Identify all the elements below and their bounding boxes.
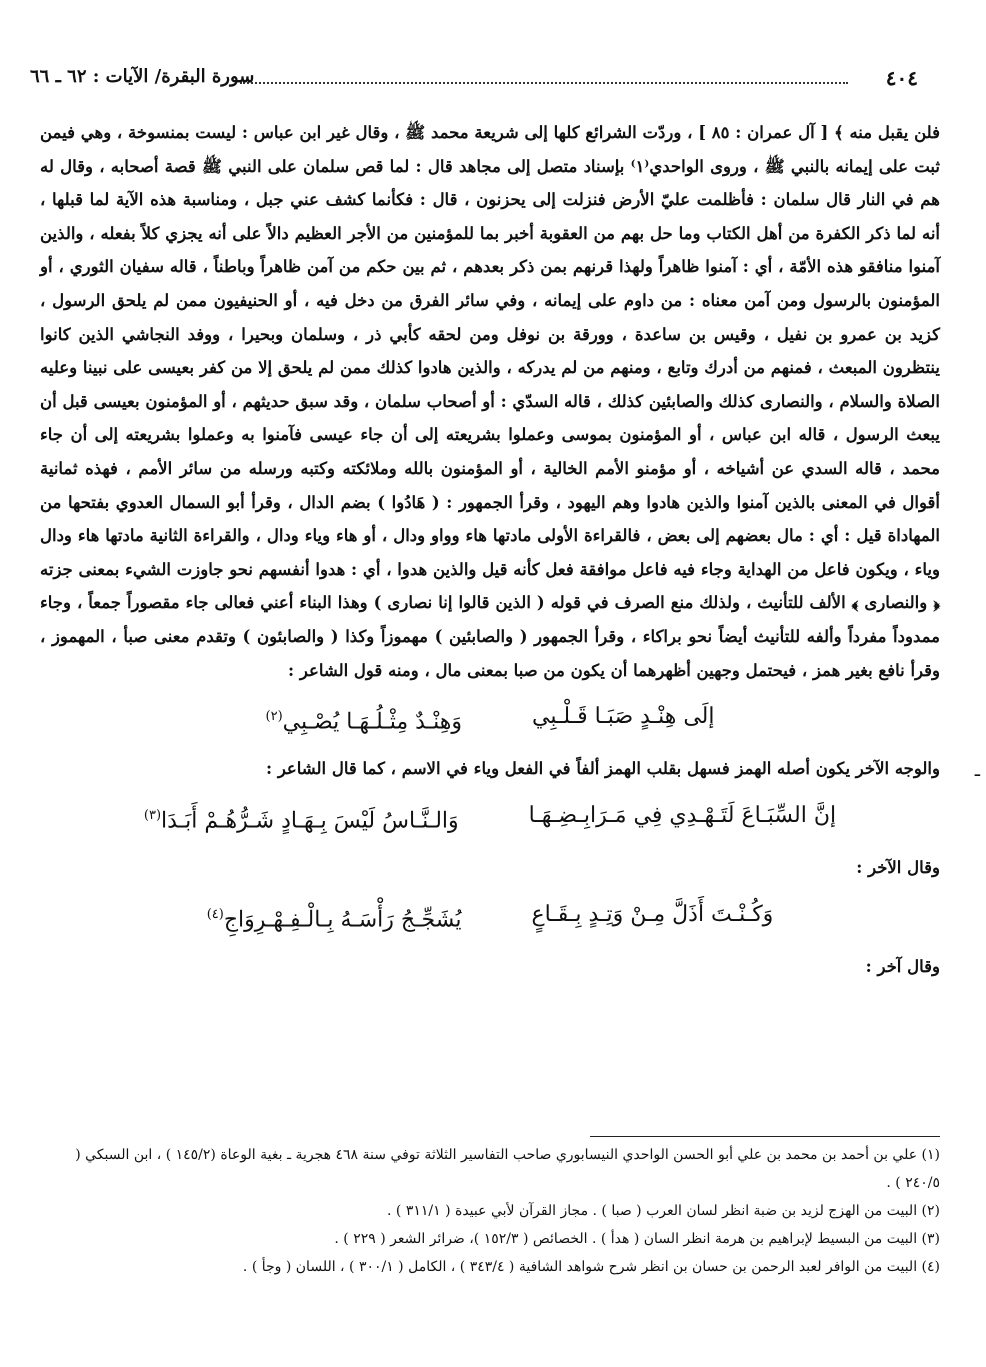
verse-2-second-text: وَالـنَّـاسُ لَيْسَ بِـهَـادٍ شَـرُّهُـمْ أَبَـدَا [161,808,459,834]
verse-3-intro: وقال الآخر : [856,858,940,878]
verse-3-first-hemistich: وَكُـنْـتَ أَذَلَّ مِـنْ وَتِـدٍ بِـقَـاعٍ [531,901,774,927]
footnote-ref-3: (٣) [143,808,162,824]
verse-1-second-text: وَهِنْـدٌ مِثْـلُـهَـا يُصْـبِي [282,709,462,735]
verse-1-second-hemistich [266,695,463,744]
verse-3 [40,893,940,942]
verse-2-first-hemistich: إنَّ السِّبَـاعَ لَتَـهْـدِي فِي مَـرَابِـضِـهَـا [528,803,837,829]
footnotes [40,1136,940,1281]
verse-3-second-hemistich [207,893,462,942]
verse-2-second-hemistich [144,794,459,843]
margin-mark: ـ [974,760,980,781]
main-text [40,116,940,984]
verse-3-second-text: يُشَجِّـجُ رَأْسَـهُ بِـالْـفِـهْـرِوَاجِ [223,907,462,933]
verse-1-first-hemistich: إلَى هِنْـدٍ صَبَـا قَـلْـبِي [532,704,715,730]
body-text-2: والوجه الآخر يكون أصله الهمز فسهل بقلب الهمز ألفاً في الفعل وياء في الاسم ، كما قال الشاعر : [265,759,940,779]
footnote-separator [590,1136,940,1137]
page-number: ٤٠٤ [885,66,918,90]
footnote-ref-4: (٤) [206,906,224,922]
footnote-ref-2: (٢) [265,709,283,725]
verse-4-intro: وقال آخر : [865,957,940,977]
header-leader-dots [240,70,848,84]
footnote-4: (٤) البيت من الوافر لعبد الرحمن بن حسان بن انظر شرح شواهد الشافية ( ٣٤٣/٤ ) ، الكامل ( ٣٠٠/١ ) ، اللسان ( وجأ ) . [242,1259,940,1275]
header-title: سورة البقرة/ الآيات : ٦٢ ـ ٦٦ [30,66,255,87]
footnote-3: (٣) البيت من البسيط لإبراهيم بن هرمة انظر السان ( هدأ ) . الخصائص ( ١٥٢/٣ )، ضرائر الشعر ( ٢٢٩ ) . [334,1231,940,1247]
running-header [30,62,918,98]
footnote-2: (٢) البيت من الهزج لزيد بن ضبة انظر لسان العرب ( صبا ) . مجاز القرآن لأبي عبيدة ( ٣١١/١ ) . [387,1203,940,1219]
verse-1 [40,695,940,744]
footnote-1: (١) علي بن أحمد بن محمد بن علي أبو الحسن الواحدي النيسابوري صاحب التفاسير الثلاثة توفي سنة ٤٦٨ هجرية ـ بغية الوعاة (١٤٥/٢ ) ، ابن السبكي ( ٢٤٠/٥ ) . [75,1147,940,1191]
body-paragraph: فلن يقبل منه ﴾ [ آل عمران : ٨٥ ] ، وردّت الشرائع كلها إلى شريعة محمد ﷺ ، وقال غير ابن عباس : ليست بمنسوخة ، وهي فيمن ثبت على إيمانه بالنبي ﷺ ، وروى الواحدي⁽١⁾ بإسناد متصل إلى مجاهد قال : لما قص سلمان على النبي ﷺ قصة أصحابه ، وقال له هم في النار قال سلمان : فأظلمت عليّ الأرض فنزلت إلى يحزنون ، قال : فكأنما كشف عني جبل ، ومناسبة هذه الآية لما قبلها ، أنه لما ذكر الكفرة من أهل الكتاب وما حل بهم من العقوبة أخبر بما للمؤمنين من الأجر العظيم دالاً على أنه يجزي كلاً بفعله ، والذين آمنوا منافقو هذه الأمّة ، أي : آمنوا ظاهراً ولهذا قرنهم بمن ذكر بعدهم ، ثم بين حكم من آمن ظاهراً وباطناً ، قاله سفيان الثوري ، أو المؤمنون بالرسول ومن آمن معناه : من داوم على إيمانه ، وفي سائر الفرق من دخل فيه ، أو الحنيفيون ممن لم يلحق الرسول ، كزيد بن عمرو بن نفيل ، وقيس بن ساعدة ، وورقة بن نوفل ومن لحقه كأبي ذر ، وسلمان وبحيرا ، ووفد النجاشي الذين كانوا ينتظرون المبعث ، فمنهم من أدرك وتابع ، ومنهم من لم يدركه ، والذين هادوا كذلك ممن لم يلحق إلا من كفر بعيسى على نبينا وعليه الصلاة والسلام ، والنصارى كذلك والصابئين كذلك ، قاله السدّي : أو أصحاب سلمان ، وقد سبق حديثهم ، أو المؤمنون بعيسى قبل أن يبعث الرسول ، قاله ابن عباس ، أو المؤمنون بموسى وعملوا بشريعته إلى أن جاء عيسى فآمنوا به وعملوا بشريعته إلى أن جاء محمد ، قاله السدي عن أشياخه ، أو مؤمنو الأمم الخالية ، أو المؤمنون بالله وملائكته وكتبه ورسله من سائر الأمم ، فهذه ثمانية أقوال في المعنى بالذين آمنوا والذين هادوا وهم اليهود ، وقرأ الجمهور : ( هَادُوا ) بضم الدال ، وقرأ أبو السمال العدوي بفتحها من المهاداة قيل : أي : مال بعضهم إلى بعض ، فالقراءة الأولى مادتها هاء وواو ودال ، أو هاء وياء ودال ، والقراءة الثانية مادتها هاء ودال وياء ، ويكون فاعل من الهداية وجاء فيه فاعل موافقة فعل كأنه قيل والذين هدوا ، أي : هدوا أنفسهم نحو جاوزت الشيء بمعنى جزته ﴿ والنصارى ﴾ الألف للتأنيث ، ولذلك منع الصرف في قوله ( الذين قالوا إنا نصارى ) وهذا البناء أعني فعالى جاء مقصوراً جمعاً ، وجاء ممدوداً مفرداً وألفه للتأنيث أيضاً نحو براكاء ، وقرأ الجمهور ( والصابئين ) مهموزاً وكذا ( والصابئون ) وتقدم معنى صبأ ، المهموز ، وقرأ نافع بغير همز ، فيحتمل وجهين أظهرهما أن يكون من صبا بمعنى مال ، ومنه قول الشاعر : [40,123,940,680]
verse-2 [40,794,940,843]
